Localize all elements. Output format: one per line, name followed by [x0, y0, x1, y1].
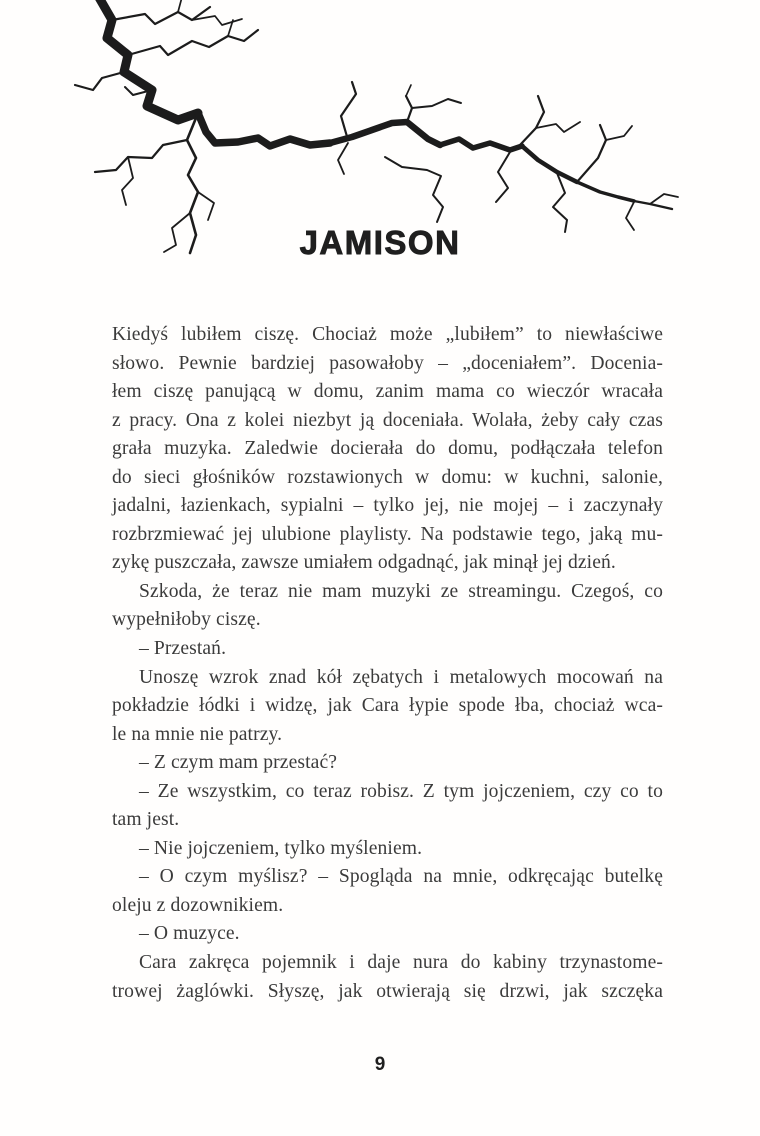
text-line: tam jest. [112, 809, 180, 831]
text-line: Cara zakręca pojemnik i daje nura do kabiny trzynastome- [139, 952, 663, 974]
text-line: Unoszę wzrok znad kół zębatych i metalowych mocowań na [139, 666, 663, 688]
page-number: 9 [374, 1054, 386, 1075]
text-line: – O muzyce. [139, 923, 240, 945]
text-line: – Przestań. [139, 638, 227, 660]
body-text [112, 321, 663, 1006]
text-line: – Ze wszystkim, co teraz robisz. Z tym jojczeniem, czy co to [139, 780, 663, 802]
text-line: łem ciszę panującą w domu, zanim mama co wieczór wracała [112, 381, 663, 403]
text-line: Szkoda, że teraz nie mam muzyki ze streamingu. Czegoś, co [139, 580, 663, 602]
text-line: pokładzie łódki i widzę, jak Cara łypie spode łba, chociaż wca- [112, 695, 663, 717]
text-line: trowej żaglówki. Słyszę, jak otwierają się drzwi, jak szczęka [112, 980, 663, 1002]
text-line: słowo. Pewnie bardziej pasowałoby – „doceniałem”. Docenia- [112, 352, 663, 374]
text-line: rozbrzmiewać jej ulubione playlisty. Na podstawie tego, jaką mu- [112, 523, 663, 545]
text-line: – Z czym mam przestać? [139, 752, 338, 774]
text-line: oleju z dozownikiem. [112, 894, 284, 916]
text-line: z pracy. Ona z kolei niezbyt ją doceniała. Wolała, żeby cały czas [112, 409, 663, 431]
text-line: – Nie jojczeniem, tylko myśleniem. [139, 837, 423, 859]
text-line: Kiedyś lubiłem ciszę. Chociaż może „lubiłem” to niewłaściwe [112, 324, 663, 345]
text-line: zykę puszczała, zawsze umiałem odgadnąć, jak minął jej dzień. [112, 552, 616, 574]
text-line: do sieci głośników rozstawionych w domu: w kuchni, salonie, [112, 466, 663, 488]
text-line: le na mnie nie patrzy. [112, 723, 283, 745]
text-line: jadalni, łazienkach, sypialni – tylko jej, nie mojej – i zaczynały [112, 495, 663, 517]
text-line: wypełniłoby ciszę. [112, 609, 261, 631]
chapter-title: JAMISON [299, 224, 461, 261]
text-line: grała muzyka. Zaledwie docierała do domu, podłączała telefon [112, 438, 663, 460]
text-line: – O czym myślisz? – Spogląda na mnie, odkręcając butelkę [139, 866, 663, 888]
